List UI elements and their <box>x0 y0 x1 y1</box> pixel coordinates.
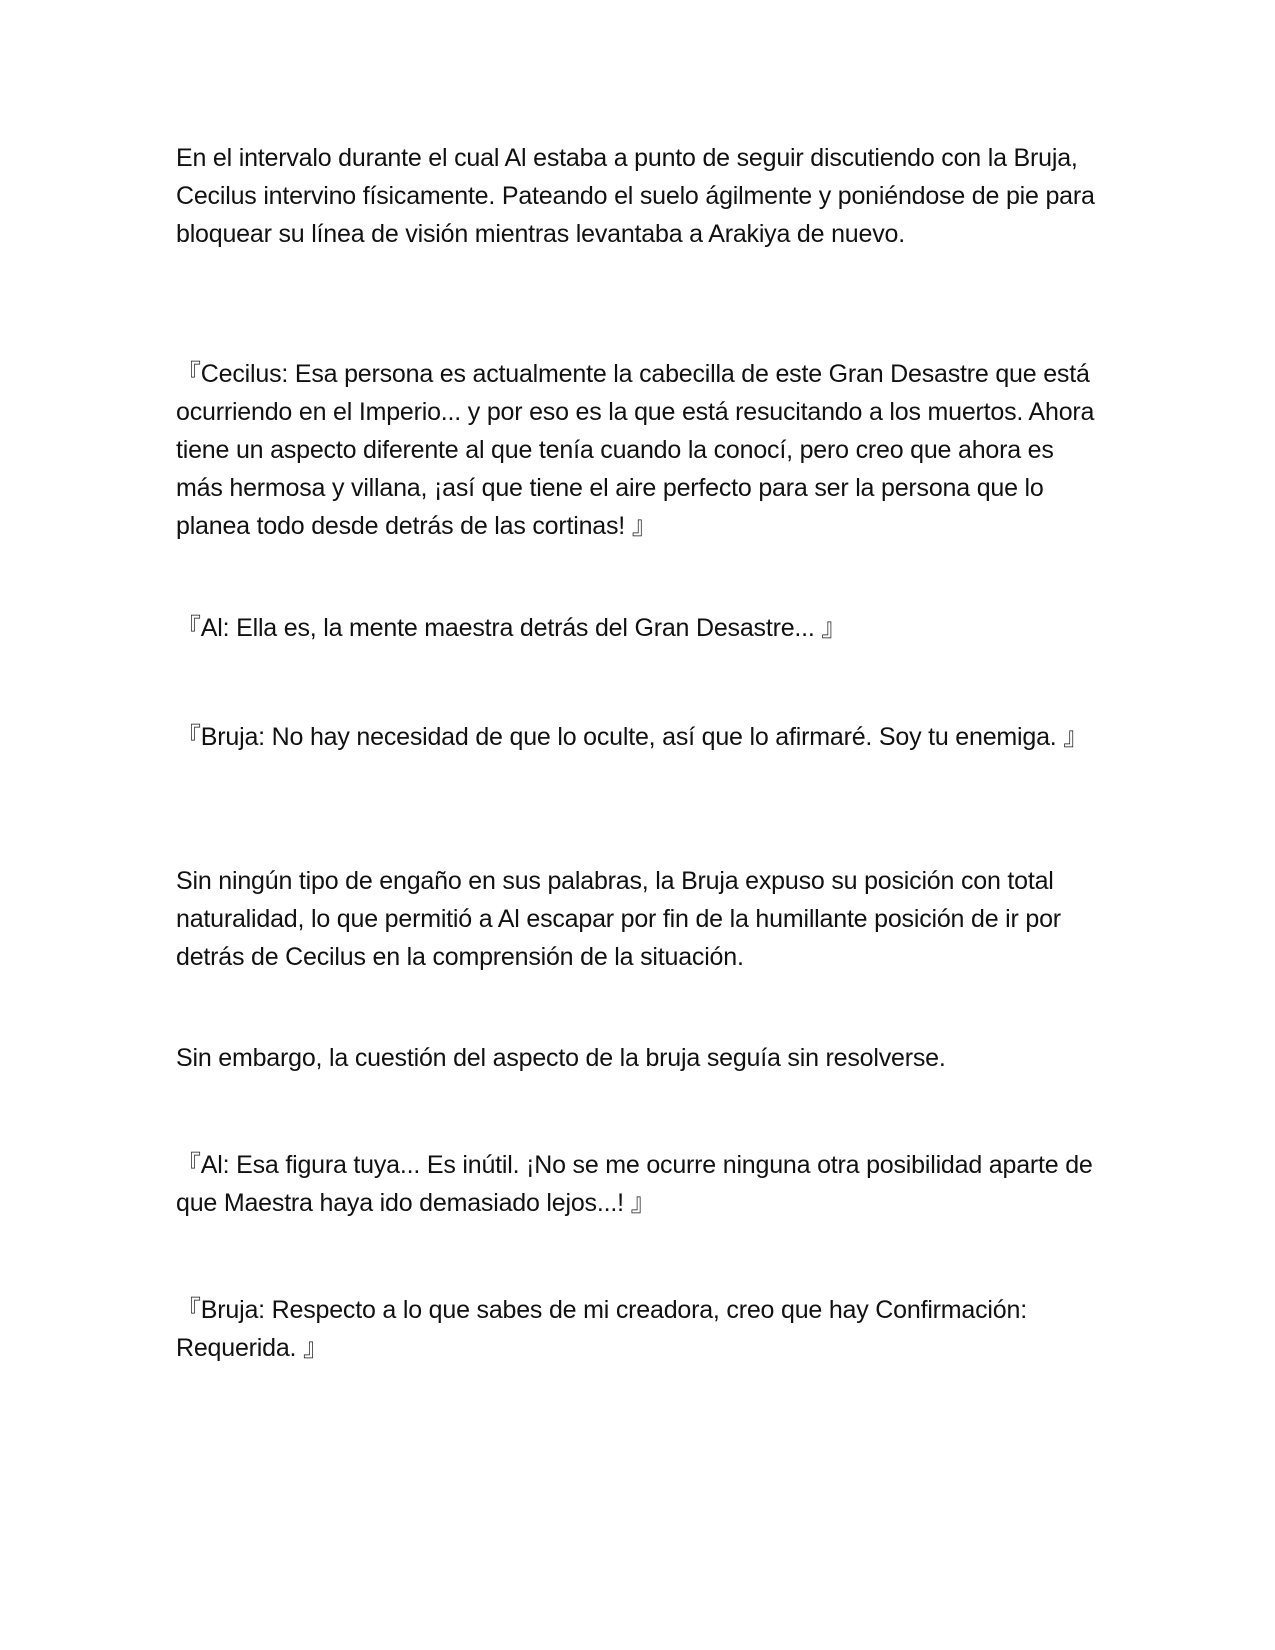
paragraph-narration-3: Sin embargo, la cuestión del aspecto de la bruja seguía sin resolverse. <box>176 1044 946 1072</box>
paragraph-dialogue-al-2: 『Al: Esa figura tuya... Es inútil. ¡No se me ocurre ninguna otra posibilidad aparte de que Maestra haya ido demasiado lejos...! 』 <box>176 1151 1093 1217</box>
paragraph-dialogue-al-1: 『Al: Ella es, la mente maestra detrás del Gran Desastre... 』 <box>176 614 847 642</box>
paragraph-dialogue-bruja-2: 『Bruja: Respecto a lo que sabes de mi creadora, creo que hay Confirmación: Requerida. 』 <box>176 1296 1027 1362</box>
paragraph-narration-2: Sin ningún tipo de engaño en sus palabras, la Bruja expuso su posición con total naturalidad, lo que permitió a Al escapar por fin de la humillante posición de ir por detrás de Cecilus en la comprensión de la situación. <box>176 867 1061 971</box>
paragraph-dialogue-bruja-1: 『Bruja: No hay necesidad de que lo oculte, así que lo afirmaré. Soy tu enemiga. 』 <box>176 723 1089 751</box>
paragraph-dialogue-cecilus: 『Cecilus: Esa persona es actualmente la cabecilla de este Gran Desastre que está ocurriendo en el Imperio... y por eso es la que está resucitando a los muertos. Ahora tiene un aspecto diferente al que tenía cuando la conocí, pero creo que ahora es más hermosa y villana, ¡así que tiene el aire perfecto para ser la persona que lo planea todo desde detrás de las cortinas! 』 <box>176 360 1095 540</box>
paragraph-narration-1: En el intervalo durante el cual Al estaba a punto de seguir discutiendo con la Bruja, Cecilus intervino físicamente. Pateando el suelo ágilmente y poniéndose de pie para bloquear su línea de visión mientras levantaba a Arakiya de nuevo. <box>176 144 1095 248</box>
